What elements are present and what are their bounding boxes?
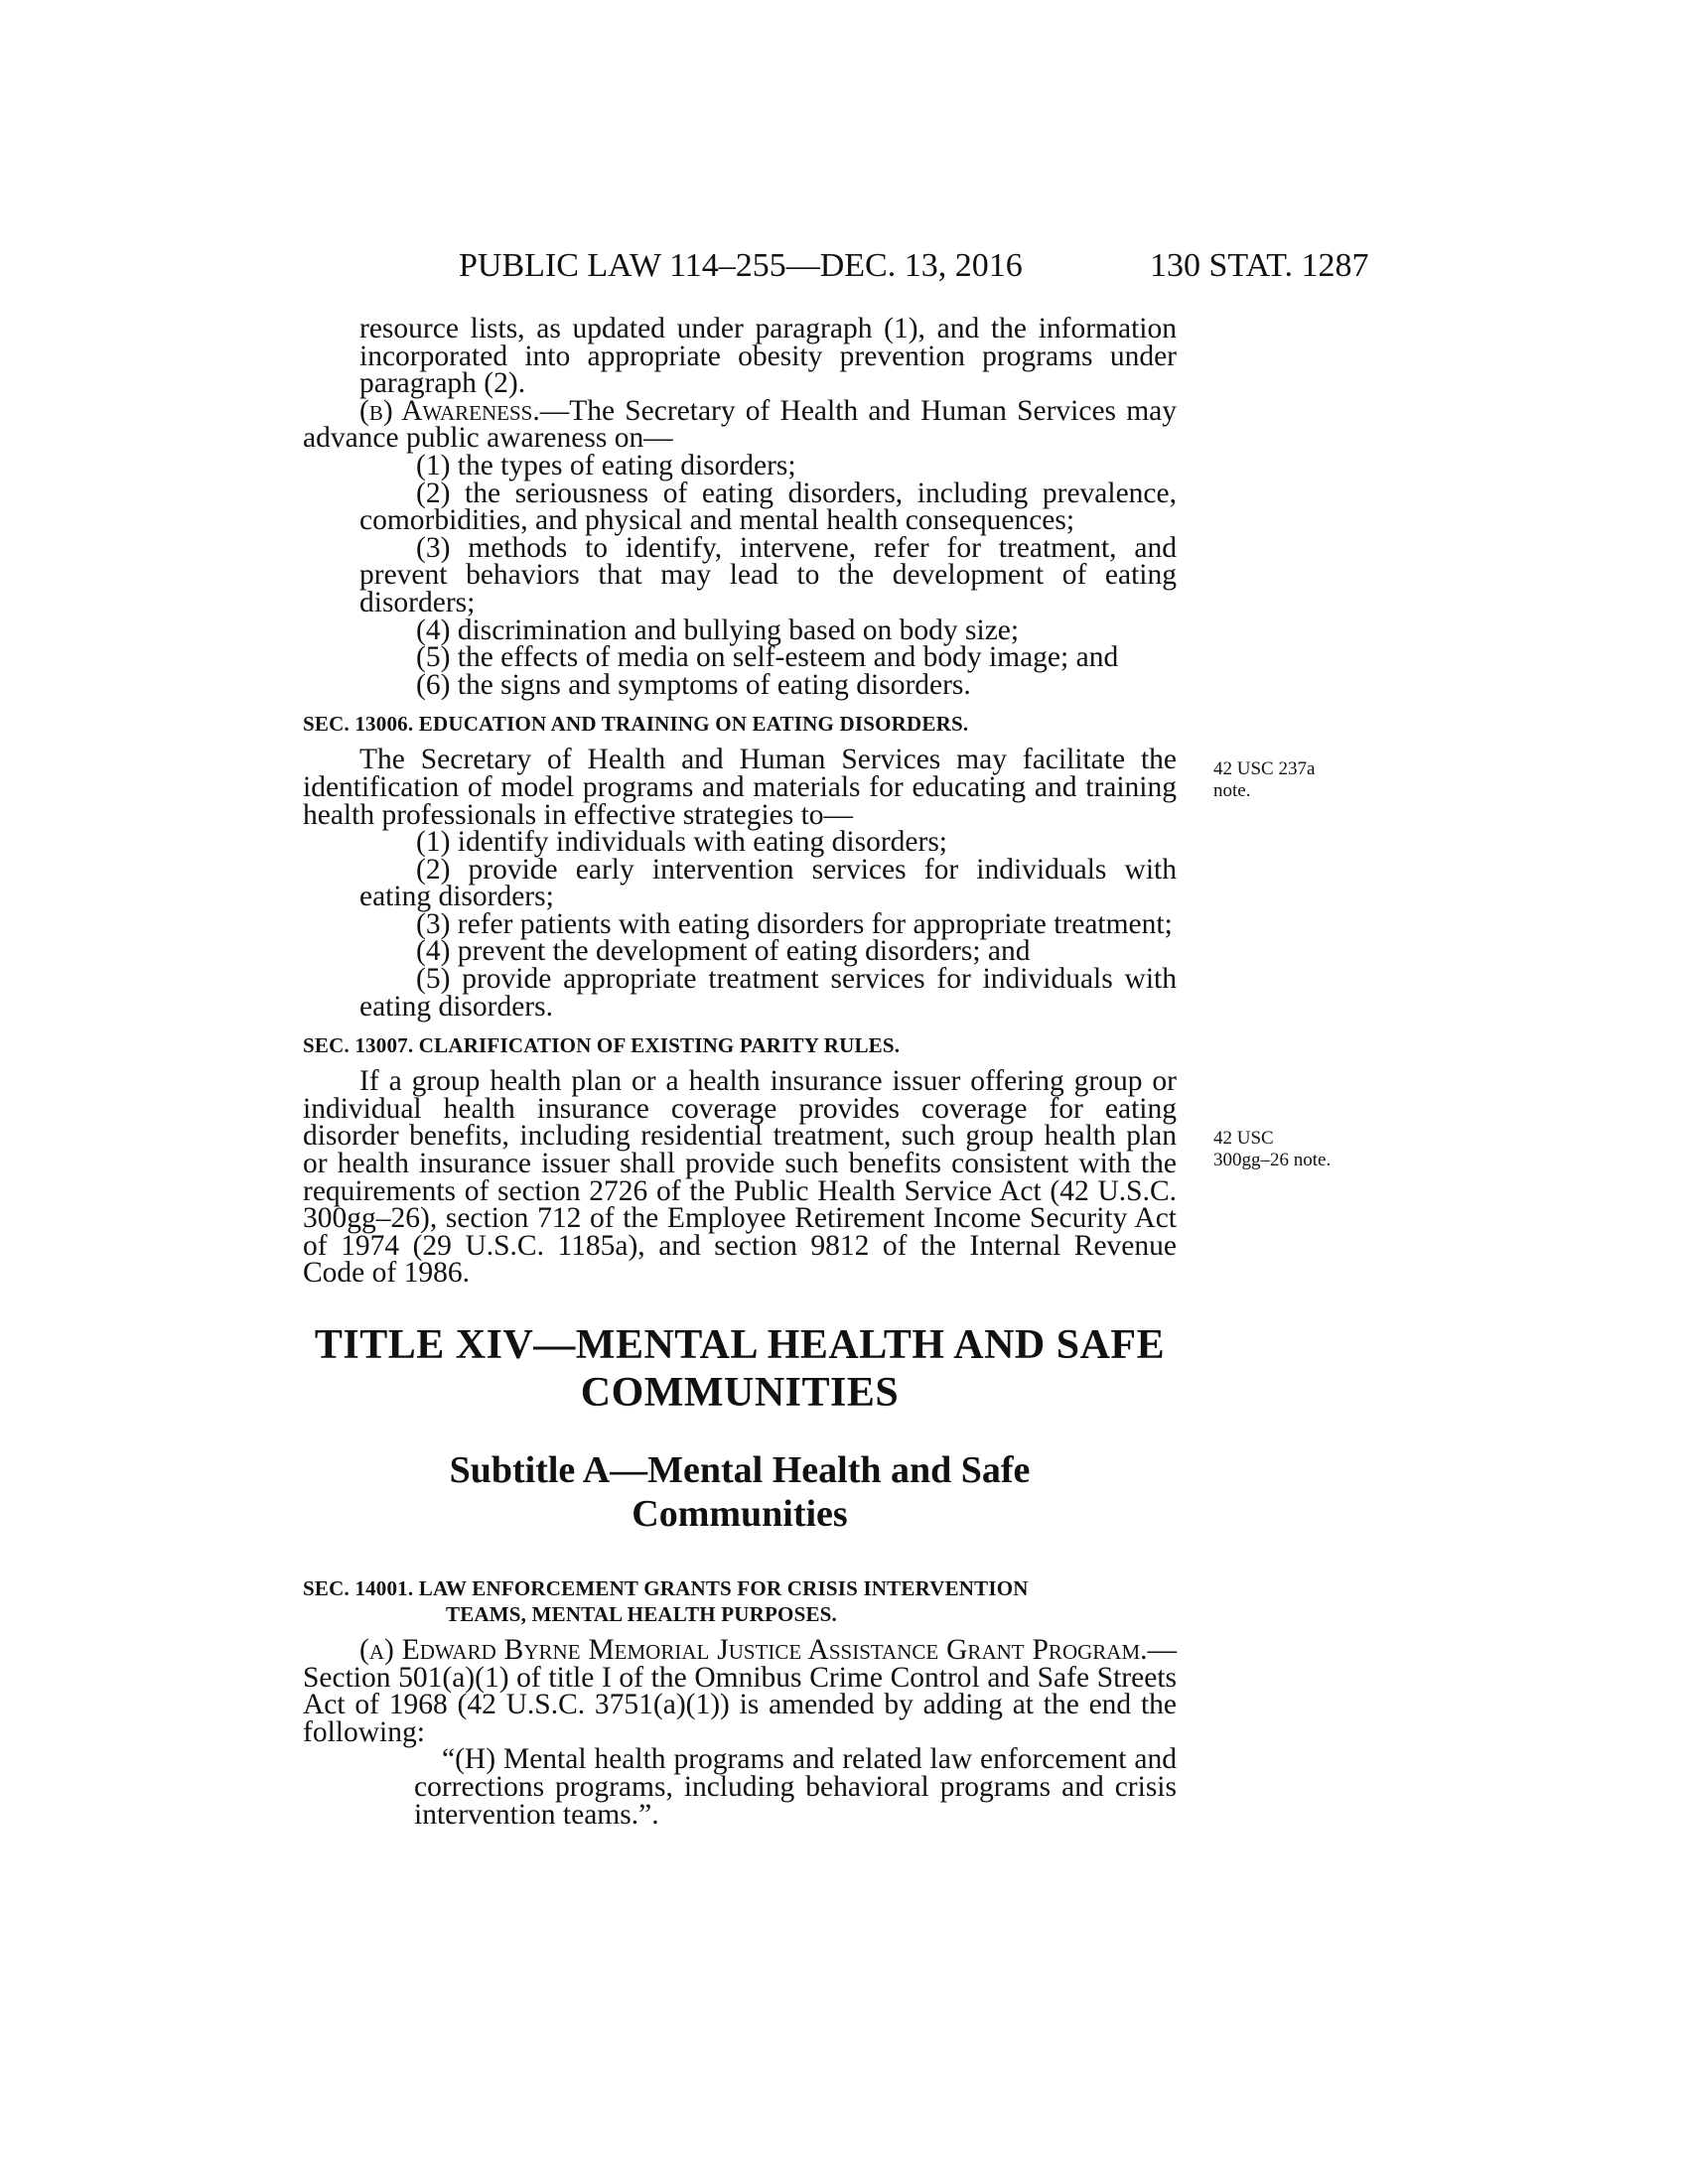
list-item: (3) refer patients with eating disorders for appropriate treatment; xyxy=(416,907,1173,940)
subtitle-heading xyxy=(303,1448,1177,1536)
awareness-paragraph xyxy=(303,394,1177,455)
subtitle-line-1: Subtitle A—Mental Health and Safe xyxy=(449,1449,1031,1491)
running-head-stat: 130 STAT. 1287 xyxy=(1150,247,1369,284)
quoted-amendment: “(H) Mental health programs and related law enforcement and corrections programs, including behavioral programs and crisis intervention teams.”. xyxy=(414,1743,1177,1831)
awareness-label: (b) Awareness. xyxy=(359,394,540,427)
margin-note-13007-line-2: 300gg–26 note. xyxy=(1213,1150,1332,1170)
section-heading-13007: SEC. 13007. CLARIFICATION OF EXISTING PARITY RULES. xyxy=(303,1033,901,1058)
list-item: (1) the types of eating disorders; xyxy=(416,449,796,481)
margin-note-13006 xyxy=(1213,758,1372,802)
list-item: (6) the signs and symptoms of eating disorders. xyxy=(416,668,971,701)
section-heading-14001-line-2: TEAMS, MENTAL HEALTH PURPOSES. xyxy=(446,1602,837,1626)
section-14001-a-label: (a) Edward Byrne Memorial Justice Assistance Grant Program. xyxy=(359,1634,1148,1666)
margin-note-13006-line-2: note. xyxy=(1213,780,1251,801)
subtitle-line-2: Communities xyxy=(632,1493,848,1535)
list-item: (1) identify individuals with eating disorders; xyxy=(416,826,948,859)
list-item: (4) discrimination and bullying based on body size; xyxy=(416,614,1020,646)
section-13006-intro: The Secretary of Health and Human Services may facilitate the identification of model programs and materials for educating and training health professionals in effective strategies to— xyxy=(303,744,1177,831)
margin-note-13007 xyxy=(1213,1128,1372,1171)
margin-note-13006-line-1: 42 USC 237a xyxy=(1213,758,1316,779)
title-line-1: TITLE XIV—MENTAL HEALTH AND SAFE xyxy=(314,1322,1166,1368)
awareness-text: —The Secretary of Health and Human Services may advance public awareness on— xyxy=(303,394,1177,455)
list-item: (5) provide appropriate treatment services for individuals with eating disorders. xyxy=(359,963,1177,1023)
paragraph-continuation: resource lists, as updated under paragraph (1), and the information incorporated into appropriate obesity prevention programs under paragraph (2). xyxy=(359,313,1177,400)
section-heading-13006: SEC. 13006. EDUCATION AND TRAINING ON EATING DISORDERS. xyxy=(303,712,969,737)
section-heading-14001 xyxy=(303,1575,1177,1627)
section-heading-14001-line-1: SEC. 14001. LAW ENFORCEMENT GRANTS FOR CRISIS INTERVENTION xyxy=(303,1576,1029,1600)
list-item: (3) methods to identify, intervene, refer for treatment, and prevent behaviors that may lead to the development of eating disorders; xyxy=(359,531,1177,618)
body-column xyxy=(303,313,1177,1831)
list-item: (4) prevent the development of eating disorders; and xyxy=(416,935,1031,968)
title-line-2: COMMUNITIES xyxy=(580,1370,900,1416)
list-item: (5) the effects of media on self-esteem and body image; and xyxy=(416,641,1119,674)
margin-note-13007-line-1: 42 USC xyxy=(1213,1128,1274,1149)
section-13007-text: If a group health plan or a health insurance issuer offering group or individual health insurance coverage provides coverage for eating disorder benefits, including residential treatment, such group health plan or health insurance issuer shall provide such benefits consistent with the requirements of section 2726 of the Public Health Service Act (42 U.S.C. 300gg–26), section 712 of the Employee Retirement Income Security Act of 1974 (29 U.S.C. 1185a), and section 9812 of the Internal Revenue Code of 1986. xyxy=(303,1065,1177,1290)
section-14001-a xyxy=(303,1634,1177,1748)
list-item: (2) provide early intervention services for individuals with eating disorders; xyxy=(359,853,1177,913)
section-14001-a-text: —Section 501(a)(1) of title I of the Omnibus Crime Control and Safe Streets Act of 1968 (42 U.S.C. 3751(a)(1)) is amended by adding at the end the following: xyxy=(303,1634,1177,1748)
list-item: (2) the seriousness of eating disorders, including prevalence, comorbidities, and physical and mental health consequences; xyxy=(359,477,1177,537)
running-head-title: PUBLIC LAW 114–255—DEC. 13, 2016 xyxy=(459,247,1023,284)
title-heading xyxy=(303,1321,1177,1417)
